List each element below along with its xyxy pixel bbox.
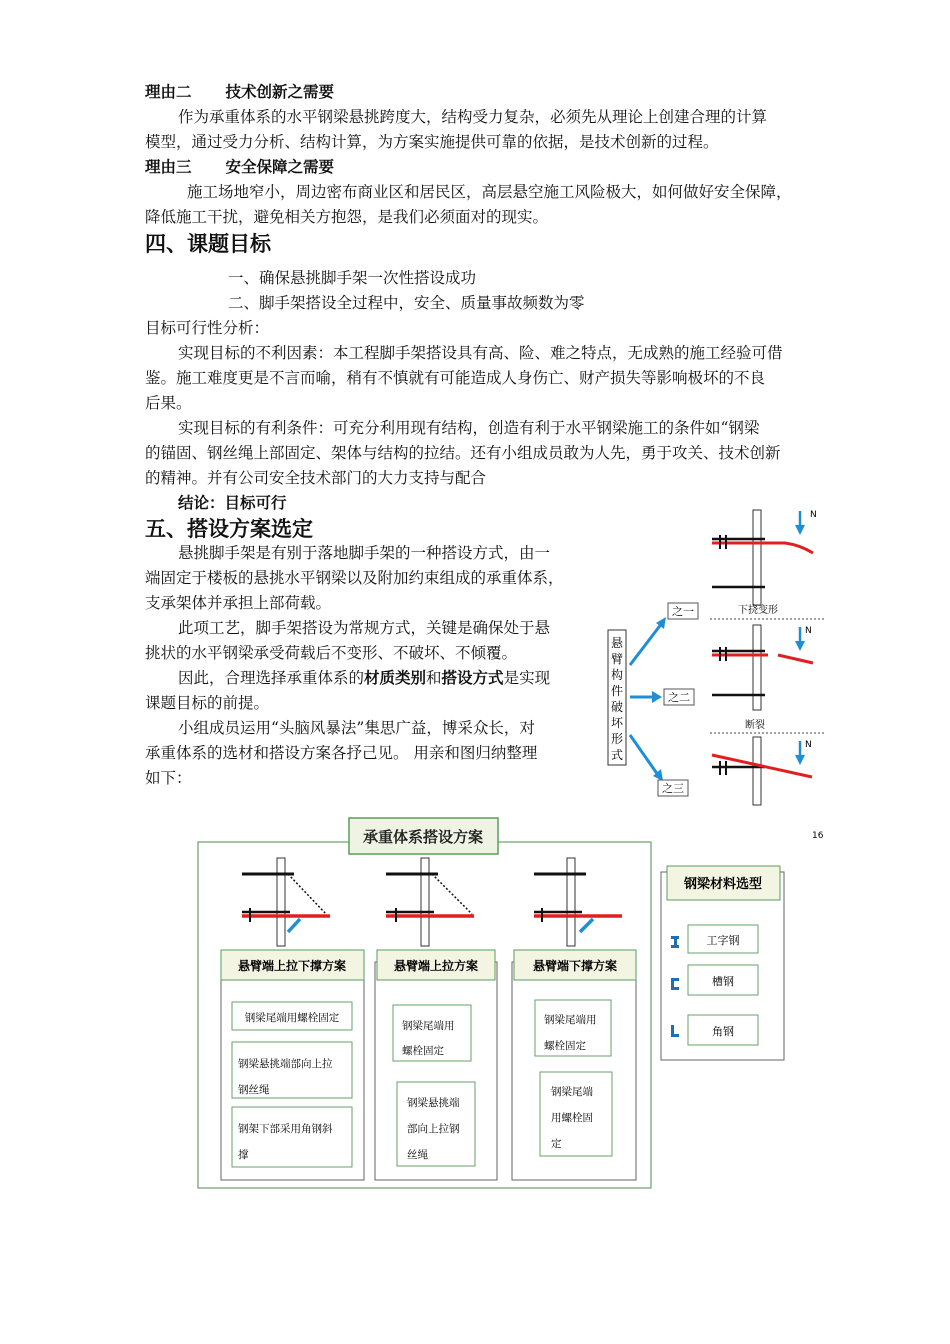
s5-c1: 因此，合理选择承重体系的材质类别和搭设方式是实现 — [178, 668, 551, 687]
caption-1: 下挠变形 — [738, 605, 778, 616]
col2-title: 悬臂端上拉方案 — [393, 959, 479, 973]
positive-2: 的锚固、钢丝绳上部固定、架体与结构的拉结。还有小组成员敢为人先，勇于攻关、技术创新 — [145, 444, 781, 462]
s5-d2: 承重体系的选材和搭设方案各抒己见。 用亲和图归纳整理 — [145, 744, 538, 762]
vertical-char: 悬 — [610, 636, 624, 650]
goal-1: 一、确保悬挑脚手架一次性搭设成功 — [228, 269, 477, 287]
s5-b1: 此项工艺，脚手架搭设为常规方式，关键是确保处于悬 — [178, 619, 551, 637]
col3-item: 定 — [551, 1138, 562, 1150]
col1-item: 钢梁尾端用螺栓固定 — [244, 1012, 340, 1024]
col3-item: 钢梁尾端 — [551, 1086, 593, 1098]
n-label: N — [810, 510, 817, 520]
scheme-column-3 — [512, 950, 636, 1180]
negative-1: 实现目标的不利因素：本工程脚手架搭设具有高、险、难之特点，无成熟的施工经验可借 — [178, 344, 783, 362]
mode-3-sketch — [712, 737, 812, 805]
conclusion: 结论：目标可行 — [178, 494, 287, 512]
col3-item: 钢梁尾端用 — [544, 1014, 597, 1026]
col1-item: 撑 — [238, 1149, 249, 1161]
reason2-heading: 理由二 技术创新之需要 — [145, 83, 335, 101]
vertical-char: 式 — [610, 748, 624, 762]
s5-d1: 小组成员运用“头脑风暴法”集思广益，博采众长，对 — [178, 719, 535, 737]
vertical-char: 臂 — [610, 652, 624, 666]
material-panel — [661, 866, 784, 1060]
vertical-char: 件 — [610, 684, 624, 698]
s5-d3: 如下： — [145, 769, 192, 787]
col2-item: 钢梁尾端用 — [402, 1020, 455, 1032]
vertical-char: 形 — [610, 732, 624, 746]
col2-item: 钢梁悬挑端 — [407, 1097, 460, 1109]
material-item: 槽钢 — [712, 975, 734, 988]
s5-a3: 支承架体并承担上部荷载。 — [145, 594, 332, 612]
negative-3: 后果。 — [145, 394, 192, 412]
col3-item: 用螺栓固 — [551, 1112, 593, 1124]
negative-2: 鉴。施工难度更是不言而喻，稍有不慎就有可能造成人身伤亡、财产损失等影响极坏的不良 — [145, 369, 766, 387]
reason2-text-2: 模型，通过受力分析、结构计算，为方案实施提供可靠的依据，是技术创新的过程。 — [145, 133, 719, 151]
s5-a1: 悬挑脚手架是有别于落地脚手架的一种搭设方式，由一 — [178, 544, 551, 562]
feasibility-label: 目标可行性分析： — [145, 319, 270, 337]
s5-b2: 挑状的水平钢梁承受荷载后不变形、不破坏、不倾覆。 — [145, 644, 518, 662]
reason3-text-1: 施工场地窄小，周边密布商业区和居民区，高层悬空施工风险极大，如何做好安全保障， — [187, 183, 792, 201]
material-title: 钢梁材料选型 — [683, 877, 763, 892]
scheme-column-1 — [221, 950, 364, 1180]
vertical-char: 构 — [610, 668, 624, 682]
goal-2: 二、脚手架搭设全过程中，安全、质量事故频数为零 — [228, 294, 585, 312]
col1-item: 钢丝绳 — [238, 1084, 270, 1096]
failure-label-1: 之一 — [672, 605, 694, 618]
col3-item: 螺栓固定 — [544, 1040, 586, 1052]
col1-item: 钢梁悬挑端部向上拉 — [238, 1058, 333, 1070]
col3-title: 悬臂端下撑方案 — [532, 959, 618, 973]
vertical-char: 坏 — [610, 716, 624, 730]
reason3-heading: 理由三 安全保障之需要 — [145, 158, 335, 176]
col2-item: 丝绳 — [407, 1149, 428, 1161]
scheme-diagram — [190, 810, 830, 1195]
positive-1: 实现目标的有利条件：可充分利用现有结构，创造有利于水平钢梁施工的条件如“钢梁 — [178, 419, 760, 437]
label-boxes — [658, 603, 698, 796]
col2-item: 部向上拉钢 — [407, 1123, 460, 1135]
vertical-label-box — [608, 630, 626, 765]
mode-1-sketch — [710, 510, 825, 619]
vertical-char: 破 — [610, 700, 624, 714]
s5-c2: 课题目标的前提。 — [145, 694, 270, 712]
failure-label-3: 之三 — [662, 782, 684, 795]
page-number: 16 — [812, 831, 824, 841]
material-item: 角钢 — [712, 1025, 734, 1038]
caption-2: 断裂 — [745, 720, 765, 731]
n-label: N — [805, 626, 812, 636]
section5-heading: 五、搭设方案选定 — [145, 517, 313, 541]
positive-3: 的精神。并有公司安全技术部门的大力支持与配合 — [145, 469, 487, 487]
scheme-title: 承重体系搭设方案 — [362, 828, 484, 846]
reason3-text-2: 降低施工干扰，避免相关方抱怨，是我们必须面对的现实。 — [145, 208, 549, 226]
col2-item: 螺栓固定 — [402, 1045, 444, 1057]
mode-2-sketch — [710, 625, 825, 733]
s5-a2: 端固定于楼板的悬挑水平钢梁以及附加约束组成的承重体系， — [145, 569, 564, 587]
blue-arrows — [630, 617, 666, 781]
failure-modes-diagram — [600, 505, 835, 810]
material-item: 工字钢 — [706, 934, 740, 947]
section4-heading: 四、课题目标 — [145, 232, 271, 256]
scheme-column-2 — [375, 950, 497, 1180]
col1-title: 悬臂端上拉下撑方案 — [237, 959, 347, 973]
col1-item: 钢架下部采用角钢斜 — [238, 1123, 333, 1135]
failure-label-2: 之二 — [668, 691, 690, 704]
reason2-text-1: 作为承重体系的水平钢梁悬挑跨度大，结构受力复杂，必须先从理论上创建合理的计算 — [178, 108, 768, 126]
n-label: N — [805, 740, 812, 750]
